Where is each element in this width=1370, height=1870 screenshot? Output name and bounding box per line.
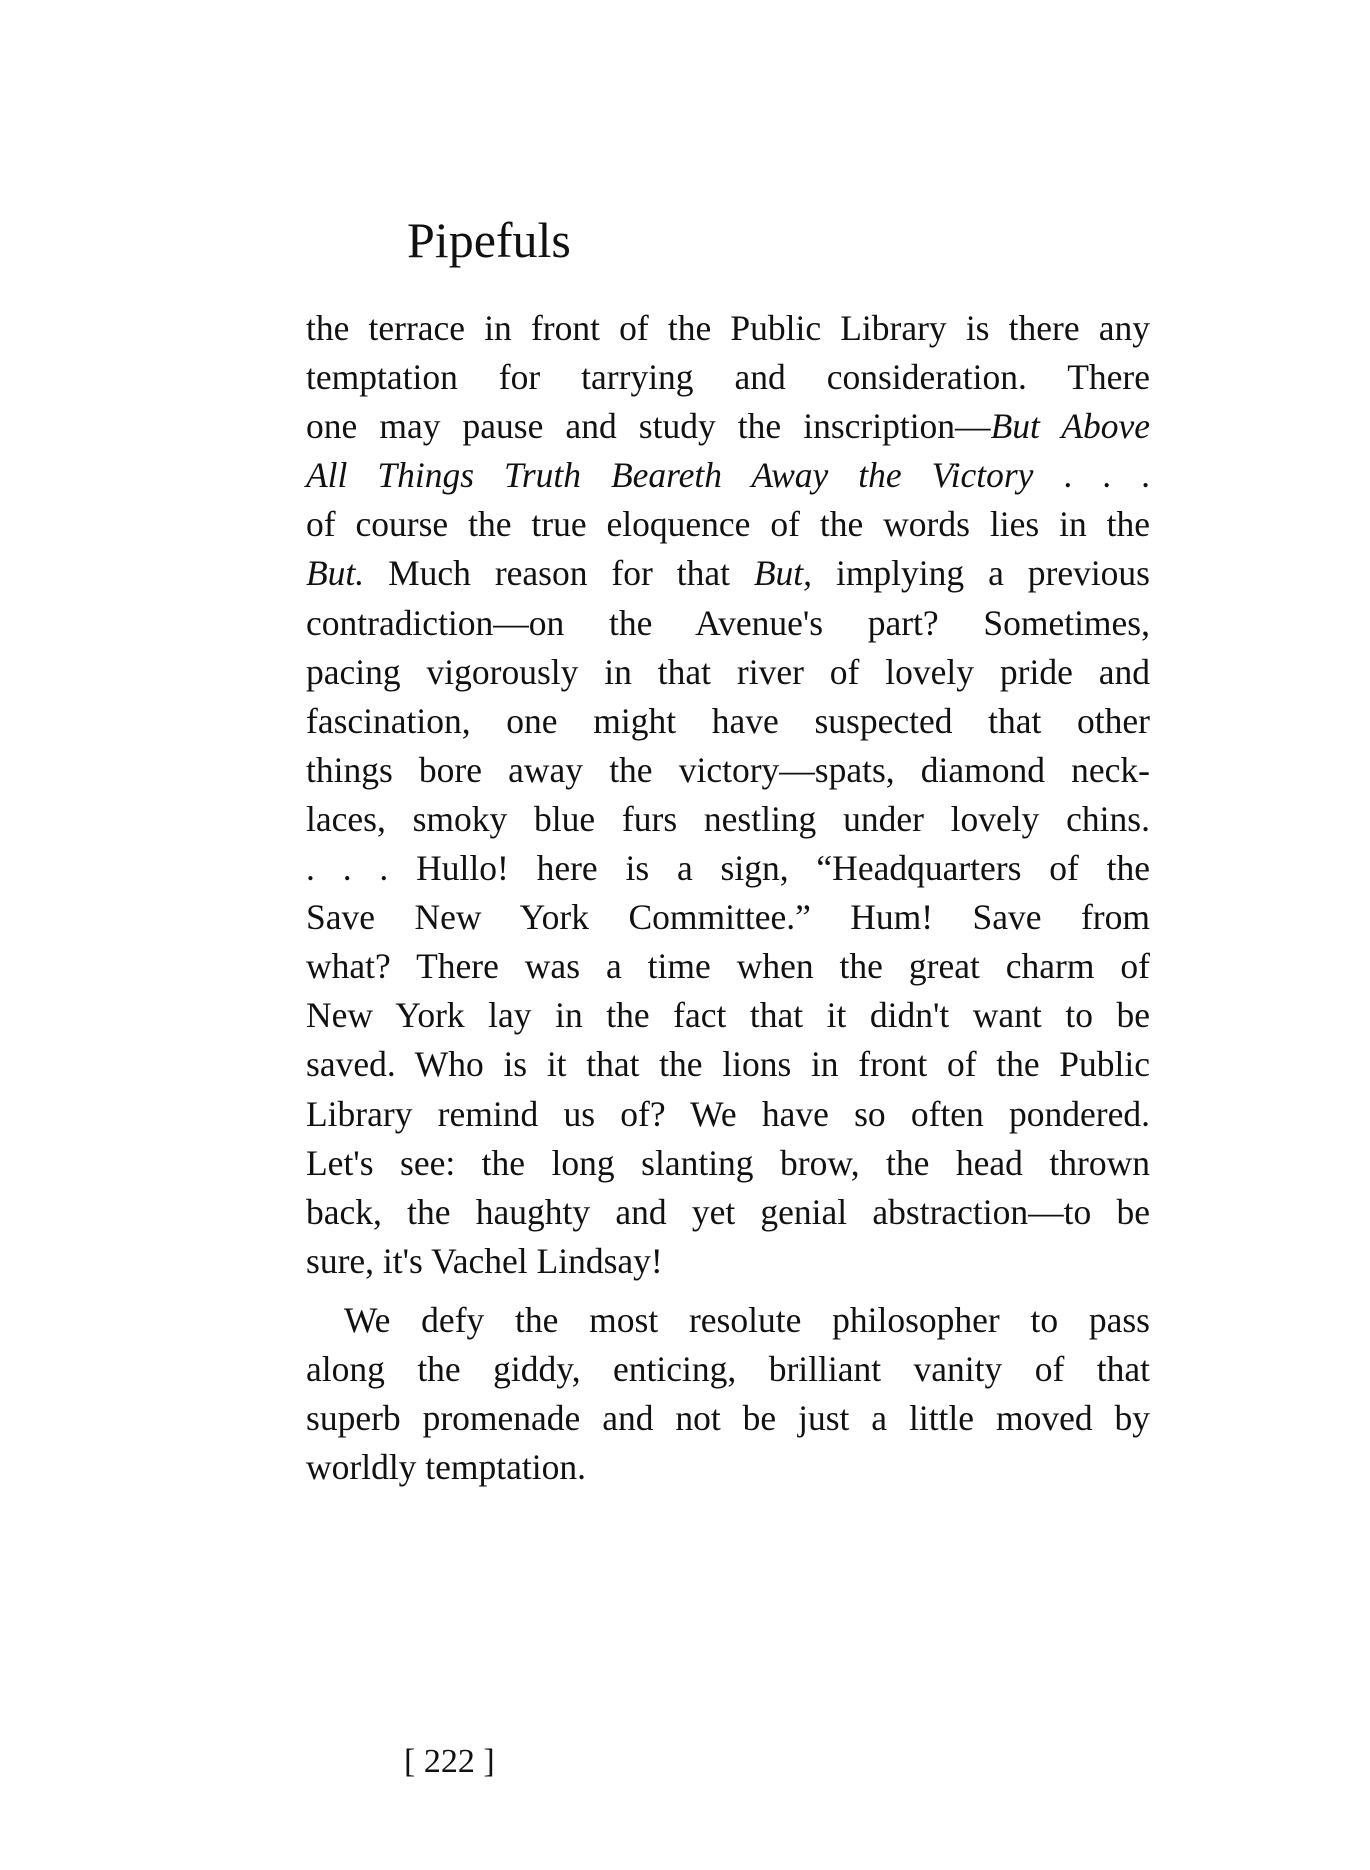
running-head: Pipefuls (407, 212, 571, 268)
text-line: fascination, one might have suspected that other (306, 700, 1150, 741)
paragraph (306, 1296, 1150, 1492)
text-line: saved. Who is it that the lions in front of the Public (306, 1044, 1150, 1085)
paragraph-gap (306, 1286, 1150, 1296)
text-run: Much reason for that (364, 553, 754, 594)
text-line: of course the true eloquence of the words lies in the (306, 504, 1150, 545)
text-line: . . . Hullo! here is a sign, “Headquarters of the (306, 848, 1150, 889)
text-line: sure, it's Vachel Lindsay! (306, 1240, 663, 1281)
text-line (306, 549, 1150, 598)
page-number: [ 222 ] (404, 1743, 495, 1780)
text-line (306, 451, 1150, 500)
paragraph (306, 304, 1150, 1286)
text-line: laces, smoky blue furs nestling under lovely chins. (306, 798, 1150, 839)
text-line: Library remind us of? We have so often pondered. (306, 1093, 1150, 1134)
text-line: New York lay in the fact that it didn't want to be (306, 995, 1150, 1036)
text-line: things bore away the victory—spats, diamond neck- (306, 749, 1150, 790)
text-run: implying a previous (812, 553, 1150, 594)
text-line: back, the haughty and yet genial abstraction—to be (306, 1191, 1150, 1232)
text-line: along the giddy, enticing, brilliant vanity of that (306, 1348, 1150, 1389)
text-line: We defy the most resolute philosopher to pass (344, 1299, 1150, 1340)
text-run: one may pause and study the inscription— (306, 406, 991, 447)
text-line: superb promenade and not be just a little moved by (306, 1398, 1150, 1439)
text-line: Save New York Committee.” Hum! Save from (306, 897, 1150, 938)
body-text (306, 304, 1150, 1492)
italic-word: But, (753, 553, 813, 594)
text-line: worldly temptation. (306, 1447, 587, 1488)
inscription-italic: All Things Truth Beareth Away the Victory (306, 455, 1034, 496)
inscription-italic: But Above (990, 406, 1150, 447)
ellipsis: . . . (1033, 455, 1151, 496)
text-line: the terrace in front of the Public Library is there any (306, 308, 1150, 348)
text-line: pacing vigorously in that river of lovely pride and (306, 651, 1150, 692)
text-line: contradiction—on the Avenue's part? Sometimes, (306, 602, 1150, 643)
text-line: Let's see: the long slanting brow, the head thrown (306, 1142, 1150, 1183)
text-line (306, 402, 1150, 451)
italic-word: But. (306, 553, 365, 594)
text-line: what? There was a time when the great charm of (306, 946, 1150, 987)
text-line: temptation for tarrying and consideration. There (306, 357, 1150, 398)
